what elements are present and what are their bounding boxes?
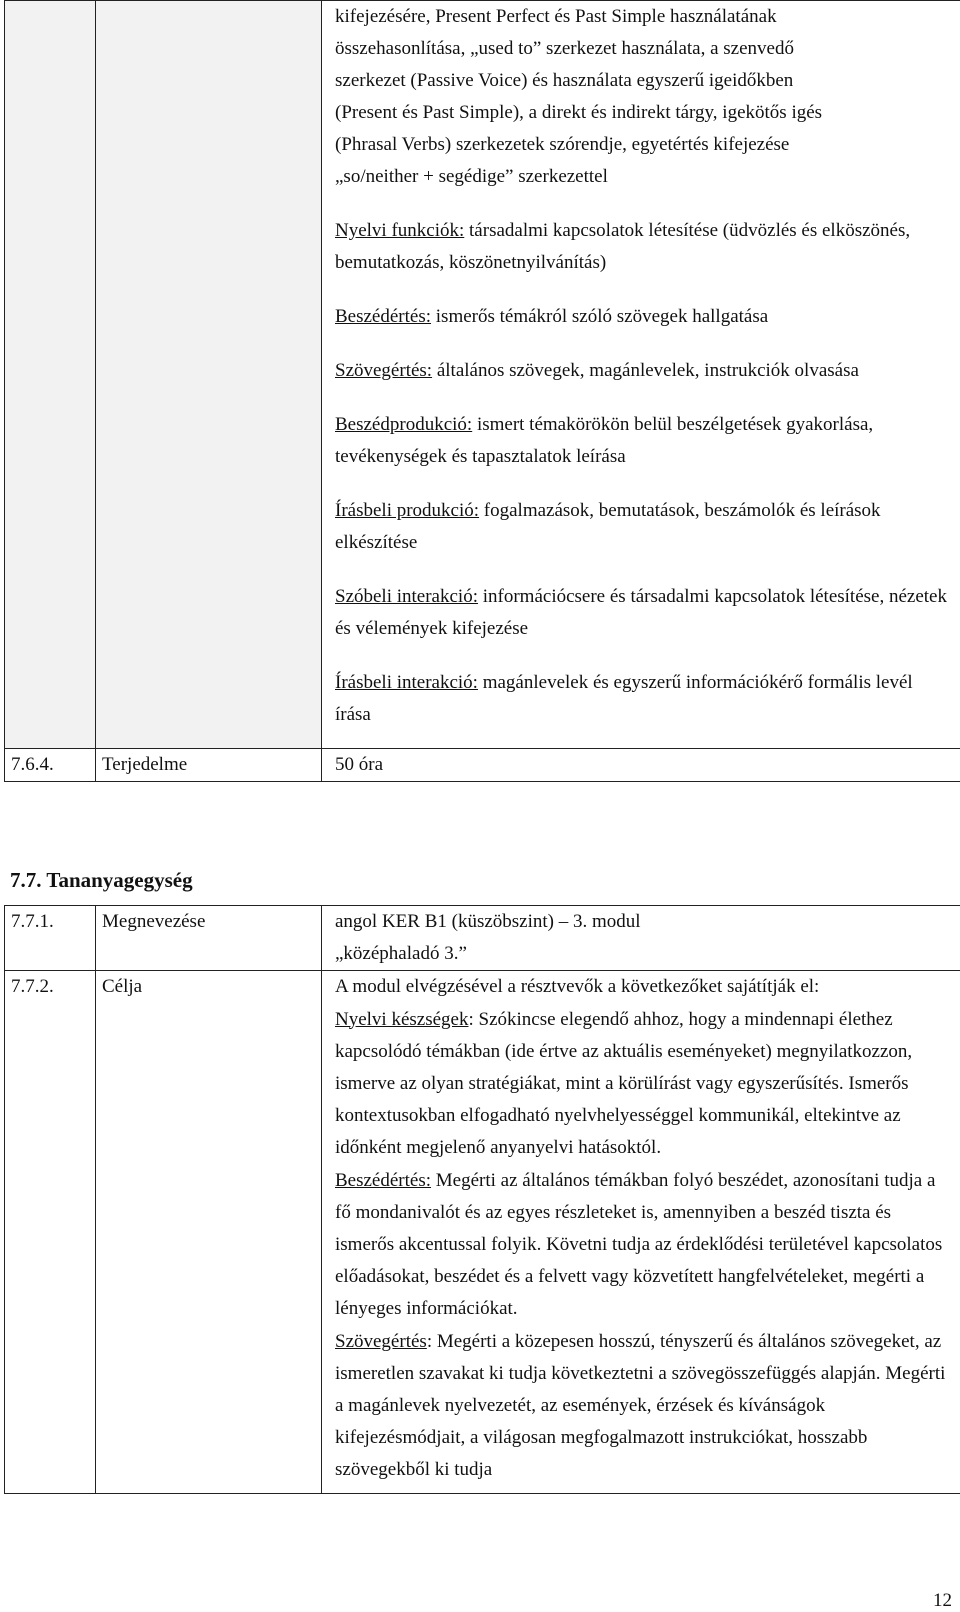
item-label: Szóbeli interakció: [335,586,478,607]
block-label: Szövegértés [335,1331,427,1352]
terjedelme-value: 50 óra [322,749,960,782]
celja-intro: A modul elvégzésével a résztvevők a következőket sajátítják el: [335,971,951,1003]
text-line: összehasonlítása, „used to” szerkezet használata, a szenvedő [335,33,951,65]
content-table-bottom [4,905,960,1494]
empty-num-cell [5,1,96,749]
item-text: általános szövegek, magánlevelek, instrukciók olvasása [432,360,859,381]
content-cell [322,1,960,749]
block-szovegertes [335,1326,951,1487]
item-label: Beszédértés: [335,306,431,327]
item-text: ismerős témákról szóló szövegek hallgatása [431,306,768,327]
module-level: „középhaladó 3.” [335,938,951,970]
celja-value [322,971,960,1493]
celja-num: 7.7.2. [5,971,96,1493]
megnevezese-num: 7.7.1. [5,906,96,971]
item-szobeli-interakcio [335,581,951,645]
block-text: Megérti az általános témákban folyó beszédet, azonosítani tudja a fő mondanivalót és az egyes részleteket is, amennyiben a beszéd tiszta és ismerős akcentussal folyik. Követni tudja az érdeklődési területével kapcsolatos előadásokat, beszédet és a felvett vagy közvetített hangfelvételeket, megérti a lényeges információkat. [335,1170,942,1320]
item-beszedprodukcio [335,409,951,473]
block-nyelvi-keszsegek [335,1004,951,1165]
text-line: szerkezet (Passive Voice) és használata egyszerű igeidőkben [335,65,951,97]
section-title: 7.7. Tananyagegység [10,868,193,893]
item-label: Nyelvi funkciók: [335,220,464,241]
item-label: Szövegértés: [335,360,432,381]
celja-label: Célja [96,971,322,1493]
item-irasbeli-interakcio [335,667,951,731]
text-line: (Present és Past Simple), a direkt és indirekt tárgy, igekötős igés [335,97,951,129]
terjedelme-num: 7.6.4. [5,749,96,782]
block-label: Beszédértés: [335,1170,431,1191]
item-beszedertes [335,301,951,333]
item-text: információcsere és társadalmi kapcsolatok létesítése, nézetek és vélemények kifejezése [335,586,947,639]
item-text: fogalmazások, bemutatások, beszámolók és leírások elkészítése [335,500,881,553]
block-beszedertes [335,1165,951,1326]
item-text: ismert témakörökön belül beszélgetések gyakorlása, tevékenységek és tapasztalatok leírása [335,414,873,467]
item-label: Írásbeli interakció: [335,672,478,693]
item-label: Írásbeli produkció: [335,500,479,521]
content-table-top [4,0,960,782]
module-name: angol KER B1 (küszöbszint) – 3. modul [335,906,951,938]
block-label: Nyelvi készségek [335,1009,468,1030]
text-line: kifejezésére, Present Perfect és Past Simple használatának [335,1,951,33]
megnevezese-label: Megnevezése [96,906,322,971]
page-number: 12 [933,1590,952,1612]
megnevezese-value [322,906,960,971]
terjedelme-label: Terjedelme [96,749,322,782]
item-irasbeli-produkcio [335,495,951,559]
block-text: : Szókincse elegendő ahhoz, hogy a mindennapi élethez kapcsolódó témákban (ide értve az aktuális eseményeket) megnyilatkozzon, ismerve az olyan stratégiákat, mint a körülírást vagy egyszerűsítés. Ismerős kontextusokban elfogadható nyelvhelyességgel kommunikál, eltekintve az időnként megjelenő anyanyelvi hatásoktól. [335,1009,912,1159]
item-nyelvi-funkciok [335,215,951,279]
item-szovegertes [335,355,951,387]
grammar-paragraph [335,1,951,193]
text-line: „so/neither + segédige” szerkezettel [335,161,951,193]
block-text: : Megérti a közepesen hosszú, tényszerű és általános szövegeket, az ismeretlen szavakat ki tudja következtetni a szövegösszefüggés alapján. Megérti a magánlevek nyelvezetét, az események, érzések és kívánságok kifejezésmódjait, a világosan megfogalmazott instrukciókat, hosszabb szövegekből ki tudja [335,1331,945,1481]
text-line: (Phrasal Verbs) szerkezetek szórendje, egyetértés kifejezése [335,129,951,161]
item-label: Beszédprodukció: [335,414,472,435]
item-text: társadalmi kapcsolatok létesítése (üdvözlés és elköszönés, bemutatkozás, köszönetnyilvánítás) [335,220,910,273]
empty-label-cell [96,1,322,749]
item-text: magánlevelek és egyszerű információkérő formális levél írása [335,672,913,725]
